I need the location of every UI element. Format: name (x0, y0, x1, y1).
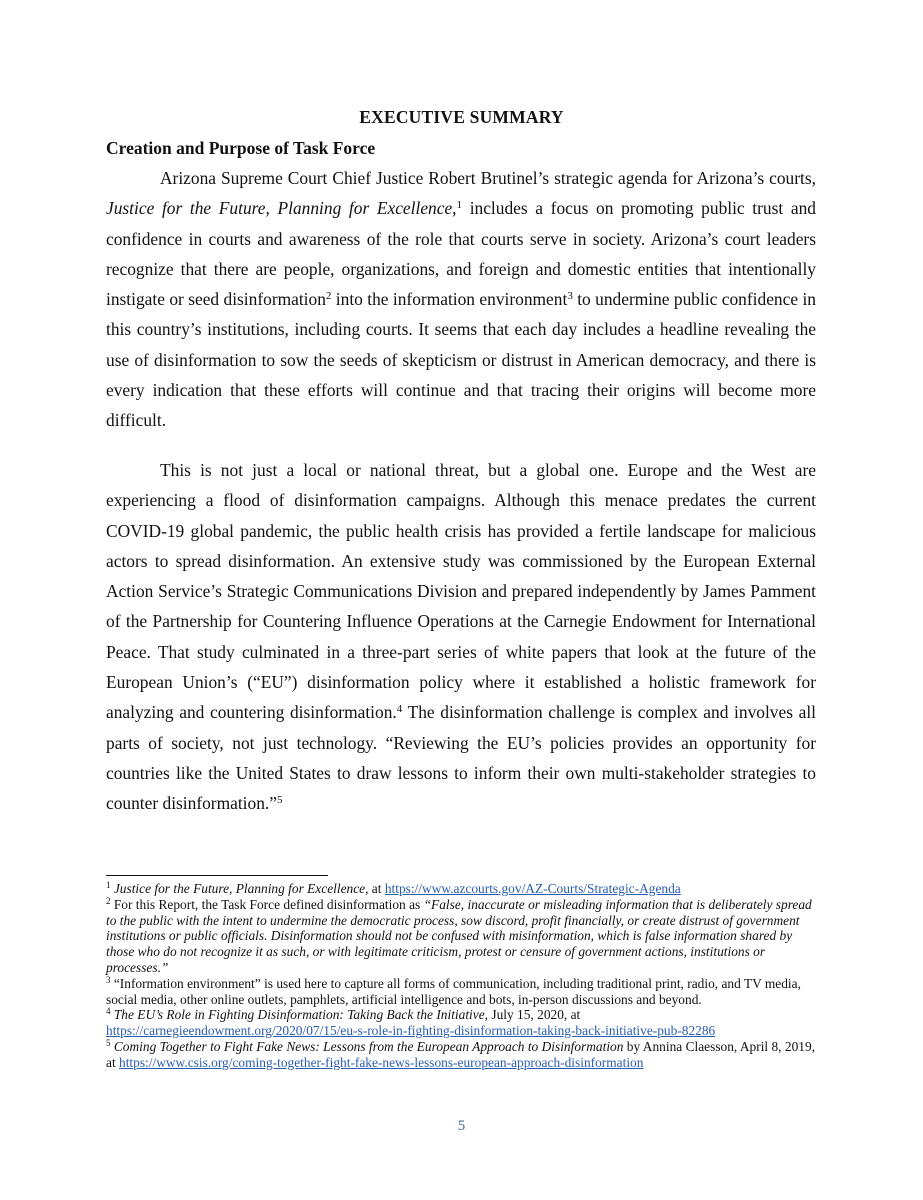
footnote-number: 1 (106, 880, 111, 890)
paragraph-2-text: This is not just a local or national threat, but a global one. Europe and the West are experiencing a flood of disinformation campaigns. Although this menace predates the current COVID-19 global pandemic, the public health crisis has provided a fertile landscape for malicious actors to spread disinformation. An extensive study was commissioned by the European External Action Service’s Strategic Communications Division and prepared independently by James Pamment of the Partnership for Countering Influence Operations at the Carnegie Endowment for International Peace. That study culminated in a three-part series of white papers that look at the future of the European Union’s (“EU”) disinformation policy where it established a holistic framework for analyzing and countering disinformation. (106, 460, 816, 723)
footnote-number: 3 (106, 974, 111, 985)
footnote-number: 2 (106, 895, 111, 906)
footnote-5 (106, 1039, 818, 1071)
footnote-link[interactable]: https://www.csis.org/coming-together-fight-fake-news-lessons-european-approach-disinformation (119, 1054, 644, 1070)
paragraph-1-text: Arizona Supreme Court Chief Justice Robert Brutinel’s strategic agenda for Arizona’s courts, (160, 168, 816, 188)
footnote-title: The EU’s Role in Fighting Disinformation: Taking Back the Initiative (113, 1007, 485, 1023)
footnote-separator (106, 875, 328, 876)
paragraph-2-text: The disinformation challenge is complex and involves all parts of society, not just technology. “Reviewing the EU’s policies provides an opportunity for countries like the United States to draw lessons to inform their own multi-stakeholder strategies to counter disinformation.” (106, 702, 817, 814)
footnote-4 (106, 1007, 818, 1039)
paragraph-1-text: includes a focus on promoting public trust and confidence in courts and awareness of the role that courts serve in society. Arizona’s court leaders recognize that there are people, organizations, and foreign and domestic entities that intentionally instigate or seed disinformation (106, 198, 816, 310)
footnote-1 (106, 881, 818, 897)
footnotes (106, 881, 818, 1071)
paragraph-1-text: into the information environment (331, 289, 568, 310)
footnote-text: , July 15, 2020, at (484, 1007, 581, 1023)
footnote-number: 5 (106, 1037, 111, 1048)
footnote-title: Justice for the Future, Planning for Excellence (113, 881, 366, 896)
footnote-text: , at (365, 881, 385, 896)
footnote-number: 4 (106, 1006, 111, 1017)
paragraph-1-text: to undermine public confidence in this country’s institutions, including courts. It seems that each day includes a headline revealing the use of disinformation to sow the seeds of skepticism or distrust in American democracy, and there is every indication that these efforts will continue and that tracing their origins will become more difficult. (106, 289, 816, 431)
section-heading: Creation and Purpose of Task Force (106, 138, 376, 158)
footnote-3 (106, 976, 818, 1008)
footnote-2 (106, 897, 818, 976)
page-title: EXECUTIVE SUMMARY (359, 107, 564, 127)
paragraph-2 (106, 455, 816, 819)
footnote-ref-4[interactable]: 4 (396, 703, 403, 716)
footnote-text: by Annina Claesson, April 8, 2019, at (106, 1038, 816, 1070)
paragraph-1 (106, 163, 816, 436)
footnote-definition-quote: “False, inaccurate or misleading information that is deliberately spread to the public with the intent to undermine the democratic process, sow discord, profit financially, or create distrust of government institutions or public officials. Disinformation should not be confused with misinformation, which is false information shared by those who do not recognize it as such, or with legitimate criticism, protest or censure of government actions, institutions or processes.” (106, 896, 812, 975)
footnote-ref-2[interactable]: 2 (325, 290, 332, 303)
footnote-text: “Information environment” is used here to capture all forms of communication, including traditional print, radio, and TV media, social media, other online outlets, pamphlets, artificial intelligence and bots, in-person discussions and beyond. (106, 975, 801, 1007)
footnote-link[interactable]: https://www.azcourts.gov/AZ-Courts/Strategic-Agenda (384, 881, 681, 896)
agenda-title-italic: Justice for the Future, Planning for Excellence, (106, 198, 457, 219)
footnote-ref-3[interactable]: 3 (567, 290, 573, 303)
footnote-link[interactable]: https://carnegieendowment.org/2020/07/15/eu-s-role-in-fighting-disinformation-taking-back-initiative-pub-82286 (106, 1023, 716, 1039)
page-number: 5 (457, 1118, 466, 1134)
footnote-title: Coming Together to Fight Fake News: Lessons from the European Approach to Disinformation (113, 1038, 624, 1054)
footnote-ref-5[interactable]: 5 (276, 794, 283, 807)
footnote-text: For this Report, the Task Force defined disinformation as (110, 896, 424, 912)
footnote-ref-1[interactable]: 1 (456, 199, 463, 212)
